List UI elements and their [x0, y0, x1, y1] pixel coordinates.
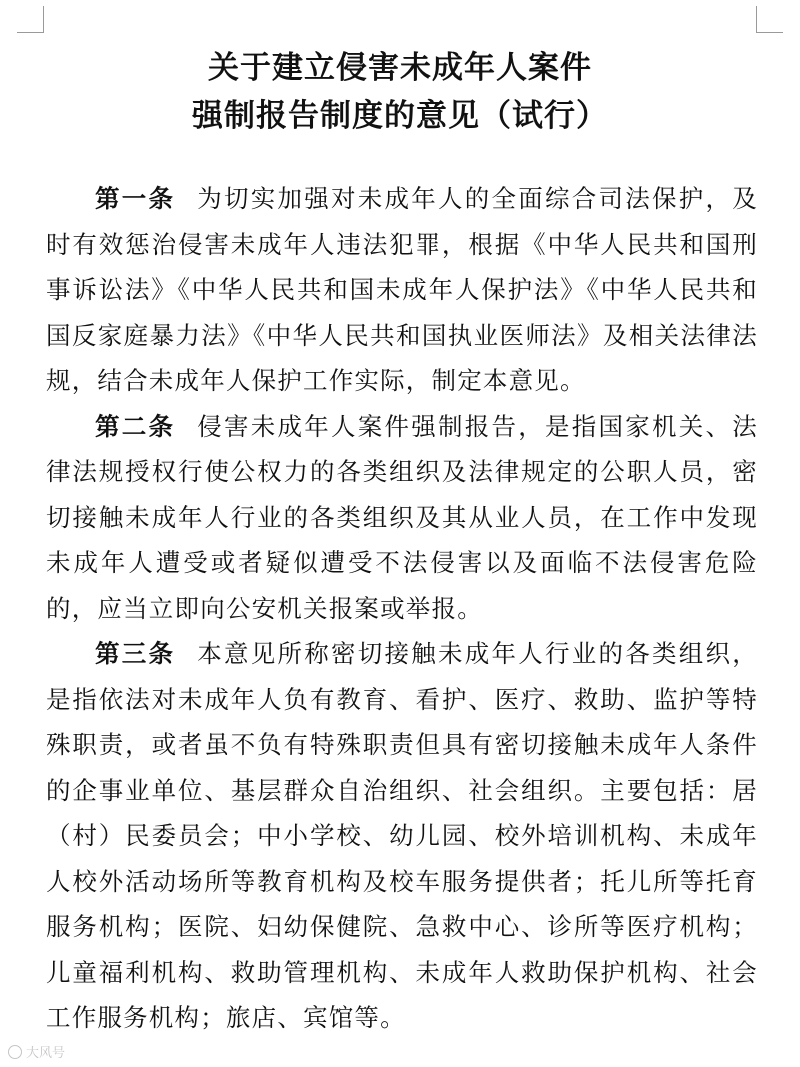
document-body — [46, 176, 758, 1041]
article-heading: 第三条 — [95, 639, 176, 668]
article-heading: 第二条 — [95, 411, 176, 441]
article-1 — [46, 176, 758, 404]
document-title-line-1: 关于建立侵害未成年人案件 — [208, 50, 592, 86]
article-heading: 第一条 — [95, 184, 176, 213]
crop-mark-top-right — [756, 6, 783, 33]
watermark — [8, 1042, 65, 1061]
watermark-logo-icon — [8, 1045, 22, 1059]
watermark-text: 大风号 — [26, 1046, 66, 1061]
document-title-line-2: 强制报告制度的意见（试行） — [192, 98, 608, 134]
article-text: 本意见所称密切接触未成年人行业的各类组织，是指依法对未成年人负有教育、看护、医疗、救助、监护等特殊职责，或者虽不负有特殊职责但具有密切接触未成年人条件的企事业单位、基层群众自治组织、社会组织。主要包括：居（村）民委员会；中小学校、幼儿园、校外培训机构、未成年人校外活动场所等教育机构及校车服务提供者；托儿所等托育服务机构；医院、妇幼保健院、急救中心、诊所等医疗机构；儿童福利机构、救助管理机构、未成年人救助保护机构、社会工作服务机构；旅店、宾馆等。 — [46, 639, 758, 1032]
article-text: 为切实加强对未成年人的全面综合司法保护，及时有效惩治侵害未成年人违法犯罪，根据《中华人民共和国刑事诉讼法》《中华人民共和国未成年人保护法》《中华人民共和国反家庭暴力法》《中华人民共和国执业医师法》及相关法律法规，结合未成年人保护工作实际，制定本意见。 — [46, 184, 758, 395]
article-text: 侵害未成年人案件强制报告，是指国家机关、法律法规授权行使公权力的各类组织及法律规定的公职人员，密切接触未成年人行业的各类组织及其从业人员，在工作中发现未成年人遭受或者疑似遭受不法侵害以及面临不法侵害危险的，应当立即向公安机关报案或举报。 — [46, 411, 758, 623]
crop-mark-top-left — [17, 6, 44, 33]
article-2 — [46, 404, 758, 632]
article-3 — [46, 631, 758, 1041]
